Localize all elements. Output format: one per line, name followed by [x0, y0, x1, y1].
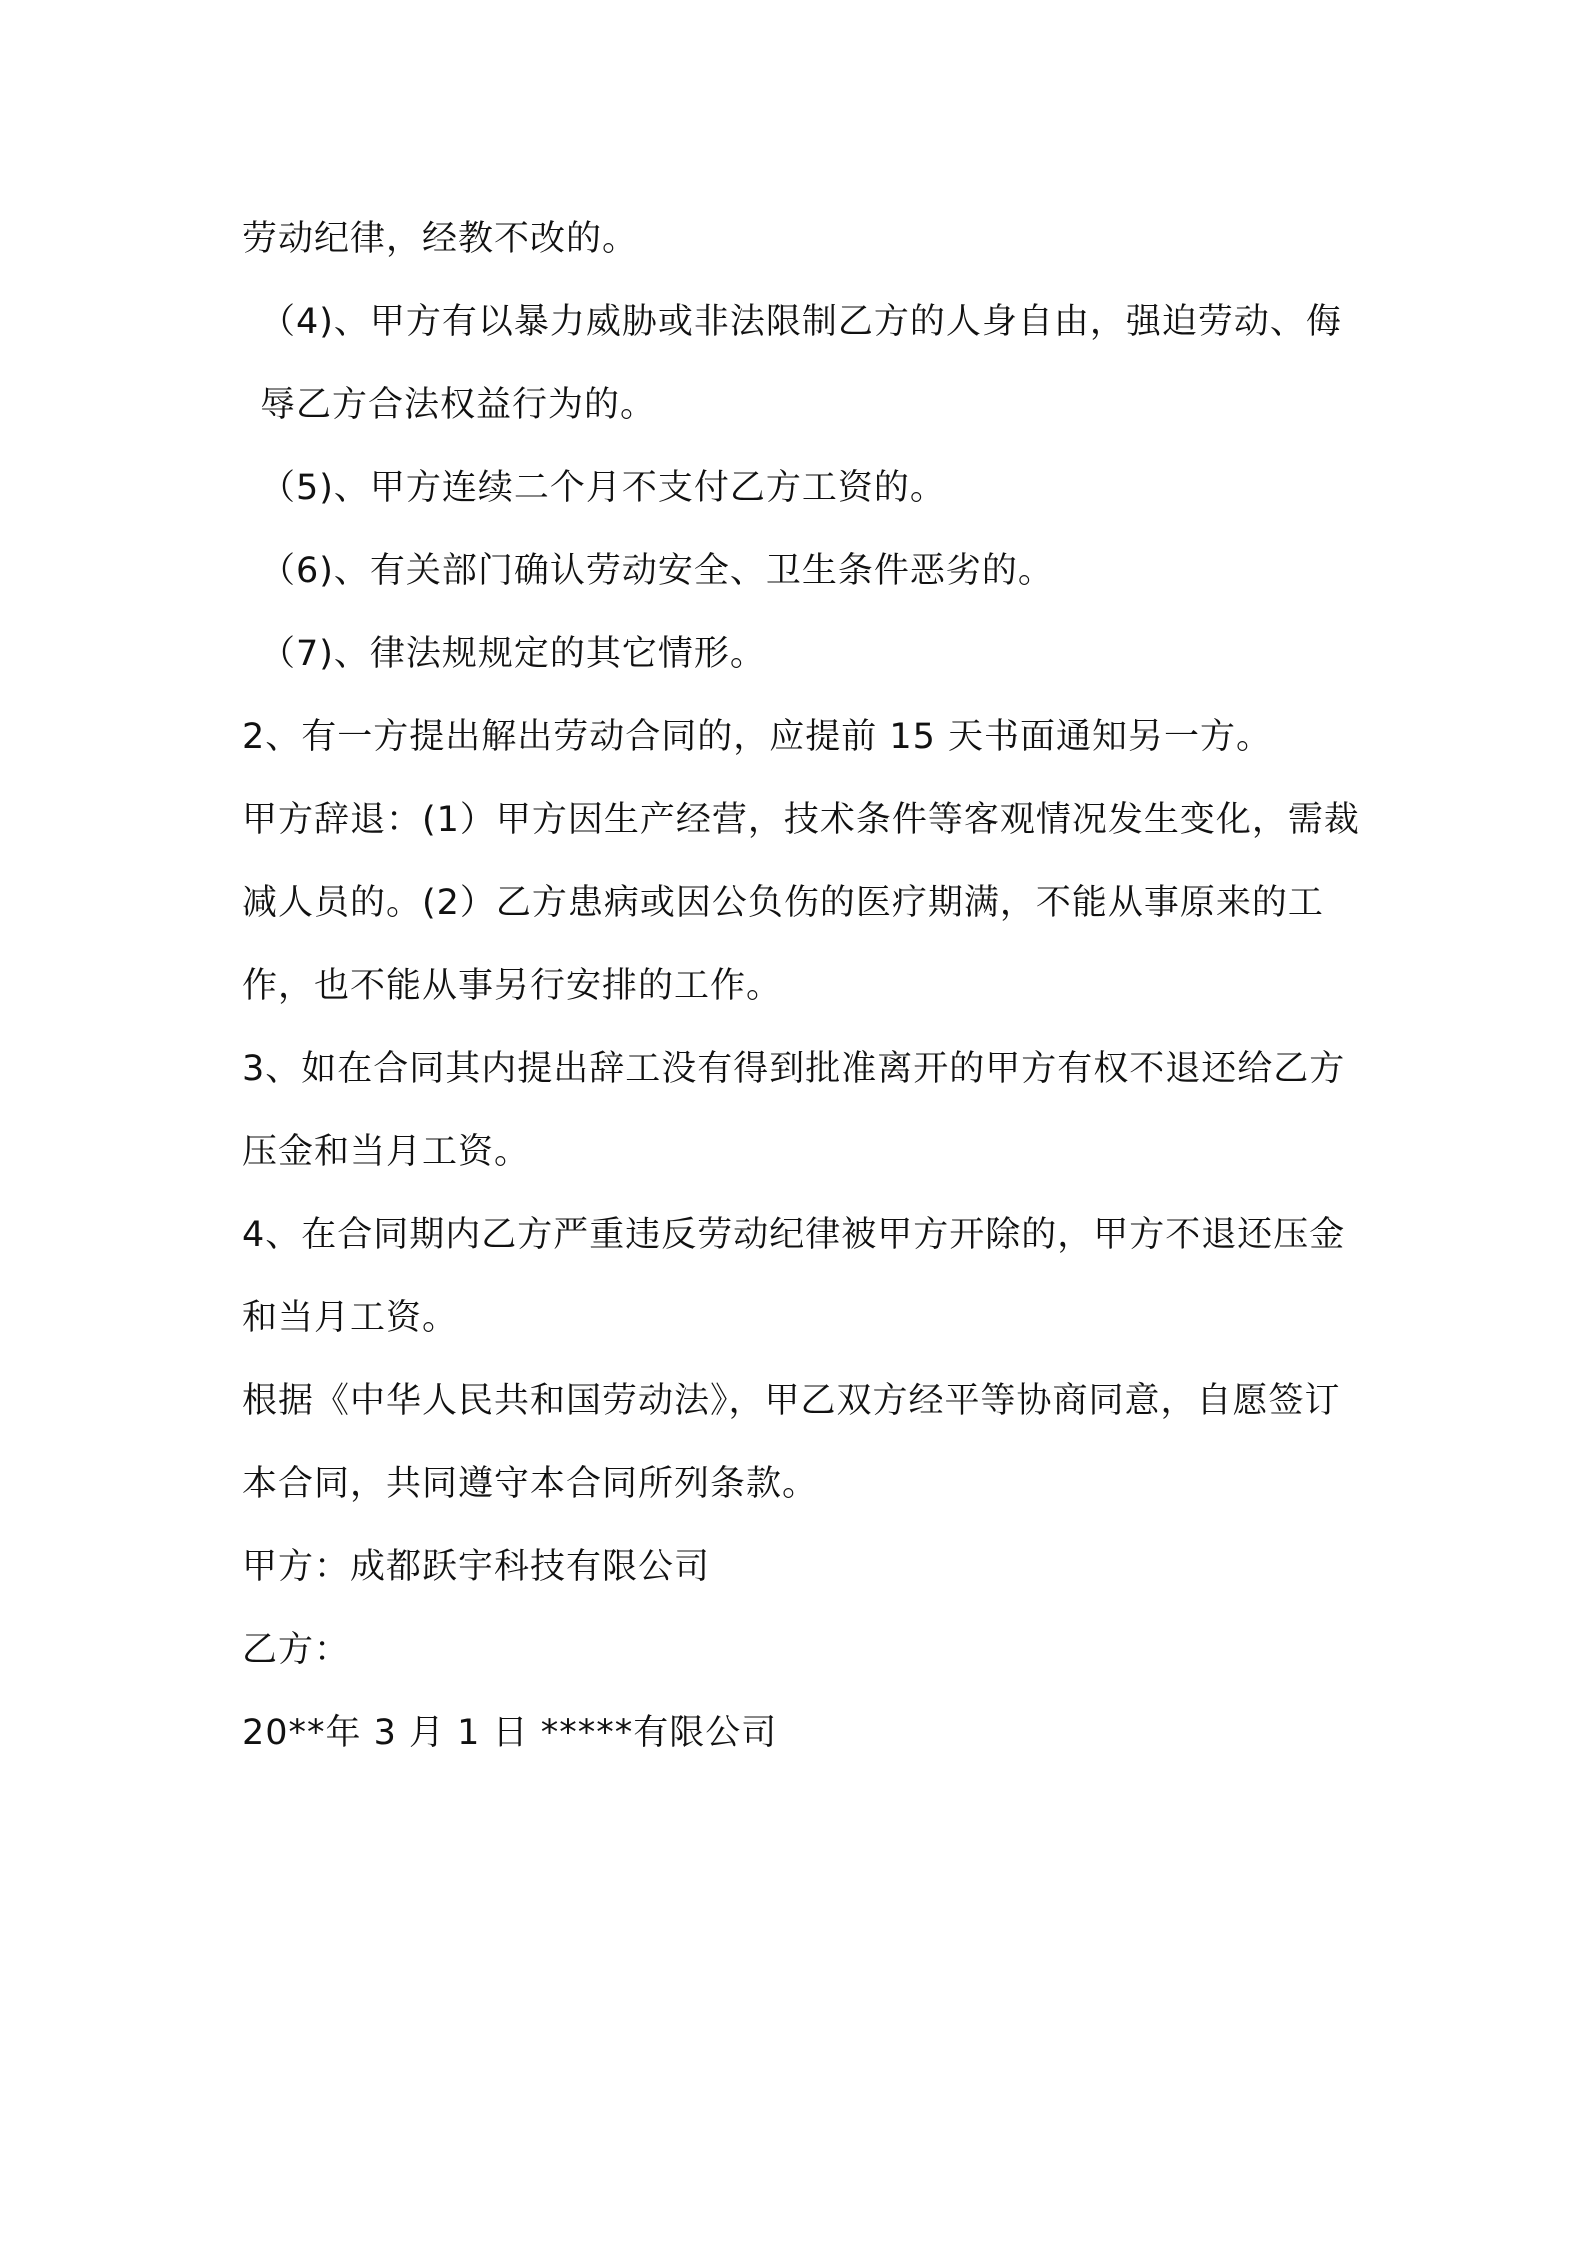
paragraph-clause-4: 4、在合同期内乙方严重违反劳动纪律被甲方开除的，甲方不退还压金和当月工资。: [242, 1215, 1346, 1338]
party-a-line: 甲方：成都跃宇科技有限公司: [242, 1547, 711, 1587]
paragraph-continuation: 劳动纪律，经教不改的。: [242, 219, 639, 259]
paragraph-legal-basis: 根据《中华人民共和国劳动法》，甲乙双方经平等协商同意，自愿签订本合同，共同遵守本合同所列条款。: [242, 1381, 1341, 1504]
paragraph-item-5: （5)、甲方连续二个月不支付乙方工资的。: [260, 468, 946, 508]
paragraph-clause-2: 2、有一方提出解出劳动合同的，应提前 15 天书面通知另一方。: [242, 717, 1273, 757]
paragraph-item-6: （6)、有关部门确认劳动安全、卫生条件恶劣的。: [260, 551, 1054, 591]
date-and-company-line: 20**年 3 月 1 日 *****有限公司: [242, 1713, 778, 1753]
paragraph-item-7: （7)、律法规规定的其它情形。: [260, 634, 766, 674]
document-body: [242, 198, 1362, 1775]
paragraph-clause-3: 3、如在合同其内提出辞工没有得到批准离开的甲方有权不退还给乙方压金和当月工资。: [242, 1049, 1346, 1172]
party-b-line: 乙方：: [242, 1630, 351, 1670]
paragraph-item-4: （4)、甲方有以暴力威胁或非法限制乙方的人身自由，强迫劳动、侮辱乙方合法权益行为的。: [260, 302, 1342, 425]
paragraph-dismissal: 甲方辞退：(1）甲方因生产经营，技术条件等客观情况发生变化，需裁减人员的。(2）乙方患病或因公负伤的医疗期满，不能从事原来的工作，也不能从事另行安排的工作。: [242, 800, 1360, 1006]
